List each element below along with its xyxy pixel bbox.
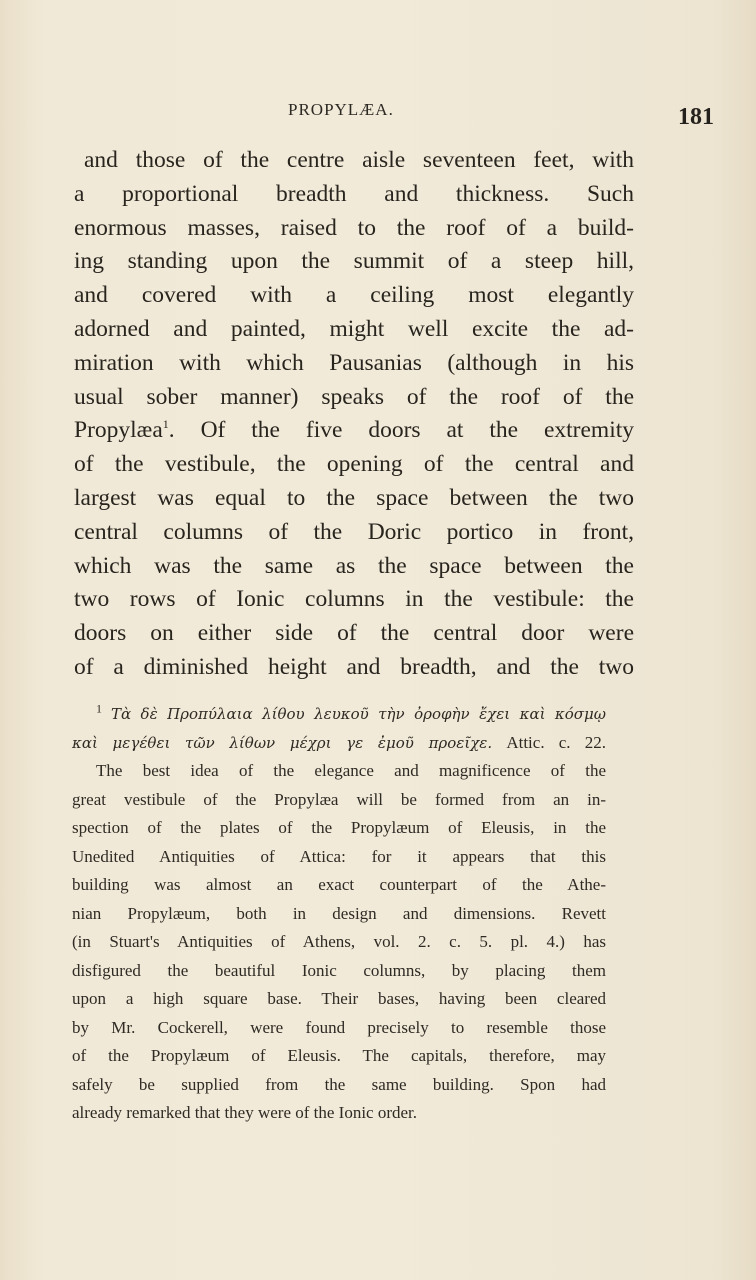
- citation: Attic. c. 22.: [506, 732, 607, 752]
- footnotes: [72, 700, 606, 1128]
- footnote-line: The best idea of the elegance and magnificence of the: [96, 761, 606, 780]
- footnote-reference: 1: [162, 417, 169, 432]
- text-line: largest was equal to the space between the two: [74, 484, 634, 511]
- text-line: which was the same as the space between the: [74, 552, 634, 579]
- greek-quotation: Τὰ δὲ Προπύλαια λίθου λευκοῦ τὴν ὀροφὴν ἔχει καὶ κόσμῳ: [110, 705, 607, 723]
- text-line: usual sober manner) speaks of the roof of the: [74, 383, 634, 410]
- text-line: two rows of Ionic columns in the vestibule: the: [74, 586, 634, 613]
- footnote-greek-line: [72, 700, 606, 729]
- text-line: doors on either side of the central door were: [74, 620, 634, 647]
- text-line-with-footnote-ref: [74, 414, 634, 448]
- footnote-line: upon a high square base. Their bases, having been cleared: [72, 989, 606, 1008]
- page-number: 181: [678, 104, 714, 130]
- footnote-line: already remarked that they were of the Ionic order.: [72, 1103, 418, 1122]
- text-line: of the vestibule, the opening of the central and: [74, 451, 634, 478]
- footnote-greek-line: [72, 729, 606, 758]
- footnote-line: of the Propylæum of Eleusis. The capitals, therefore, may: [72, 1046, 606, 1065]
- text-line: adorned and painted, might well excite the ad-: [74, 315, 634, 342]
- footnote-line: great vestibule of the Propylæa will be formed from an in-: [72, 789, 606, 809]
- greek-quotation: καὶ μεγέθει τῶν λίθων μέχρι γε ἐμοῦ προεῖχε.: [72, 733, 493, 752]
- footnote-line: building was almost an exact counterpart of the Athe-: [72, 875, 606, 894]
- text-line: ing standing upon the summit of a steep hill,: [74, 248, 634, 275]
- text-line: central columns of the Doric portico in front,: [74, 518, 634, 545]
- text-line: and those of the centre aisle seventeen feet, with: [84, 147, 634, 173]
- propylaea-word: Propylæa: [74, 417, 163, 444]
- running-head: PROPYLÆA.: [288, 100, 394, 119]
- main-text: [74, 144, 634, 685]
- footnote-line: Unedited Antiquities of Attica: for it appears that this: [72, 846, 606, 866]
- footnote-marker: 1: [96, 701, 102, 716]
- footnote-line: spection of the plates of the Propylæum of Eleusis, in the: [72, 818, 606, 837]
- text-fragment: . Of the five doors at the extremity: [168, 417, 634, 444]
- text-line: of a diminished height and breadth, and the two: [74, 653, 634, 680]
- text-line: enormous masses, raised to the roof of a build-: [74, 214, 634, 241]
- text-line: a proportional breadth and thickness. Such: [74, 180, 634, 207]
- footnote-line: by Mr. Cockerell, were found precisely to resemble those: [72, 1017, 606, 1037]
- text-line: and covered with a ceiling most elegantly: [74, 282, 634, 309]
- footnote-line: safely be supplied from the same building. Spon had: [72, 1074, 606, 1094]
- text-line: miration with which Pausanias (although in his: [74, 349, 634, 376]
- footnote-line: disfigured the beautiful Ionic columns, by placing them: [72, 960, 606, 980]
- footnote-line: nian Propylæum, both in design and dimensions. Revett: [72, 903, 606, 923]
- footnote-line: (in Stuart's Antiquities of Athens, vol. 2. c. 5. pl. 4.) has: [72, 932, 606, 951]
